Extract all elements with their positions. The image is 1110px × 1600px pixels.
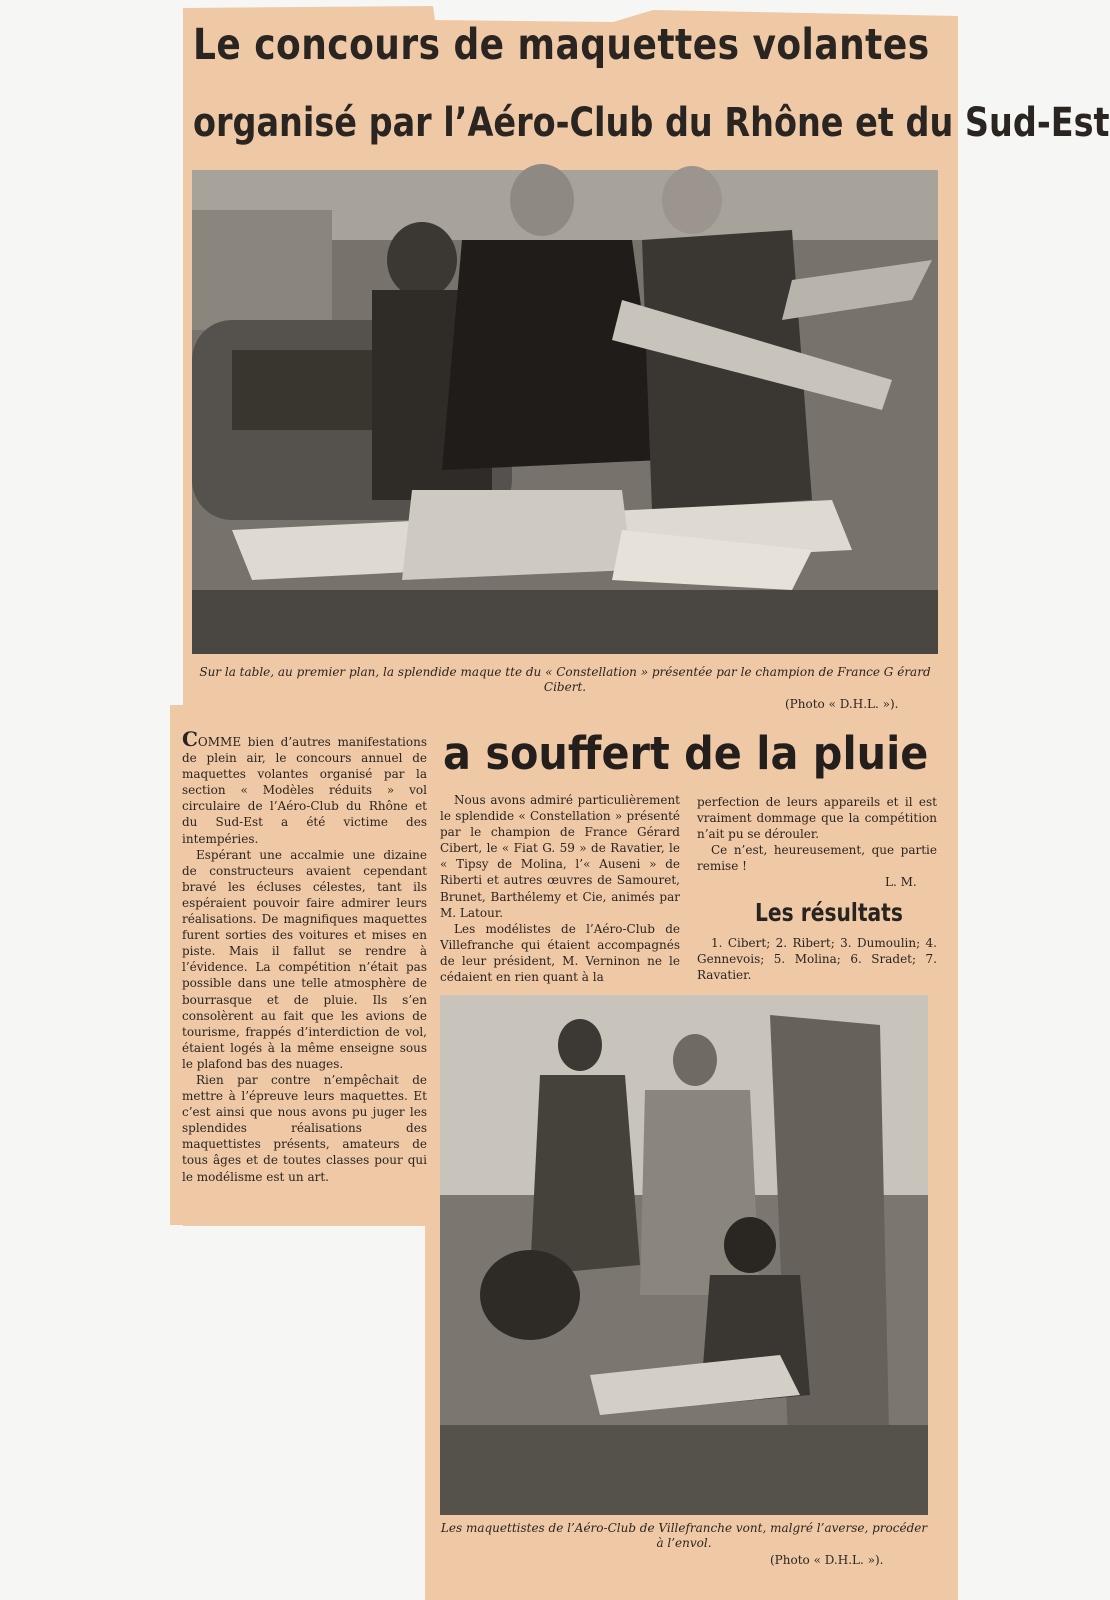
photo-villefranche-illustration bbox=[440, 995, 928, 1515]
photo-villefranche-modellers bbox=[440, 995, 928, 1515]
headline-line-1: Le concours de maquettes volantes bbox=[193, 20, 930, 70]
column3-paragraph-2: Ce n’est, heureusement, que partie remise ! bbox=[697, 843, 937, 874]
article-column-2 bbox=[440, 792, 680, 985]
subheadline: a souffert de la pluie bbox=[443, 727, 929, 780]
photo-constellation-illustration bbox=[192, 170, 938, 654]
drop-cap: C bbox=[182, 727, 198, 751]
results-list bbox=[697, 935, 937, 983]
article-column-3 bbox=[697, 794, 937, 874]
article-column-1 bbox=[182, 727, 427, 1185]
headline-line-2: organisé par l’Aéro-Club du Rhône et du Sud-Est bbox=[193, 100, 1110, 146]
column1-paragraph-1: COMME bien d’autres manifestations de plein air, le concours annuel de maquettes volantes organisé par la section « Modèles réduits » vol circulaire de l’Aéro-Club du Rhône et du Sud-Est a été victime des intempéries. bbox=[182, 727, 427, 846]
column3-paragraph-1: perfection de leurs appareils et il est vraiment dommage que la compétition n’ait pu se dérouler. bbox=[697, 795, 937, 842]
column1-paragraph-2: Espérant une accalmie une dizaine de constructeurs avaient cependant bravé les écluses célestes, tant ils espéraient pouvoir faire admirer leurs réalisations. De magnifiques maquettes furent sorties des voitures et mises en piste. Mais il fallut se rendre à l’évidence. La compétition n’était pas possible dans une telle atmosphère de bourrasque et de pluie. Ils s’en consolèrent au fait que les avions de tourisme, frappés d’interdiction de vol, étaient logés à la même enseigne sous le plafond bas des nuages. bbox=[182, 847, 427, 1071]
column2-paragraph-2: Les modélistes de l’Aéro-Club de Villefranche qui étaient accompagnés de leur président, M. Verninon ne le cédaient en rien quant à la bbox=[440, 921, 680, 985]
column1-paragraph-3: Rien par contre n’empêchait de mettre à l’épreuve leurs maquettes. Et c’est ainsi que nous avons pu juger les splendides réalisations des maquettistes présents, amateurs de tous âges et de toutes classes pour qui le modélisme est un art. bbox=[182, 1072, 427, 1184]
photo1-credit: (Photo « D.H.L. »). bbox=[785, 697, 899, 711]
column2-paragraph-1: Nous avons admiré particulièrement le splendide « Constellation » présenté par le champion de France Gérard Cibert, le « Fiat G. 59 » de Ravatier, le « Tipsy de Molina, l’« Auseni » de Riberti et autres œuvres de Samouret, Brunet, Barthélemy et Cie, animés par M. Latour. bbox=[440, 793, 680, 920]
results-text: 1. Cibert; 2. Ribert; 3. Dumoulin; 4. Gennevois; 5. Molina; 6. Sradet; 7. Ravatier. bbox=[697, 936, 937, 983]
photo2-caption: Les maquettistes de l’Aéro-Club de Villefranche vont, malgré l’averse, procéder à l’envol. bbox=[440, 1521, 928, 1550]
author-signature: L. M. bbox=[885, 875, 917, 889]
photo2-credit: (Photo « D.H.L. »). bbox=[770, 1553, 884, 1567]
photo1-caption: Sur la table, au premier plan, la splendide maque tte du « Constellation » présentée par le champion de France G érard Cibert. bbox=[199, 665, 931, 694]
photo-constellation-model bbox=[192, 170, 938, 654]
results-heading: Les résultats bbox=[755, 898, 903, 927]
